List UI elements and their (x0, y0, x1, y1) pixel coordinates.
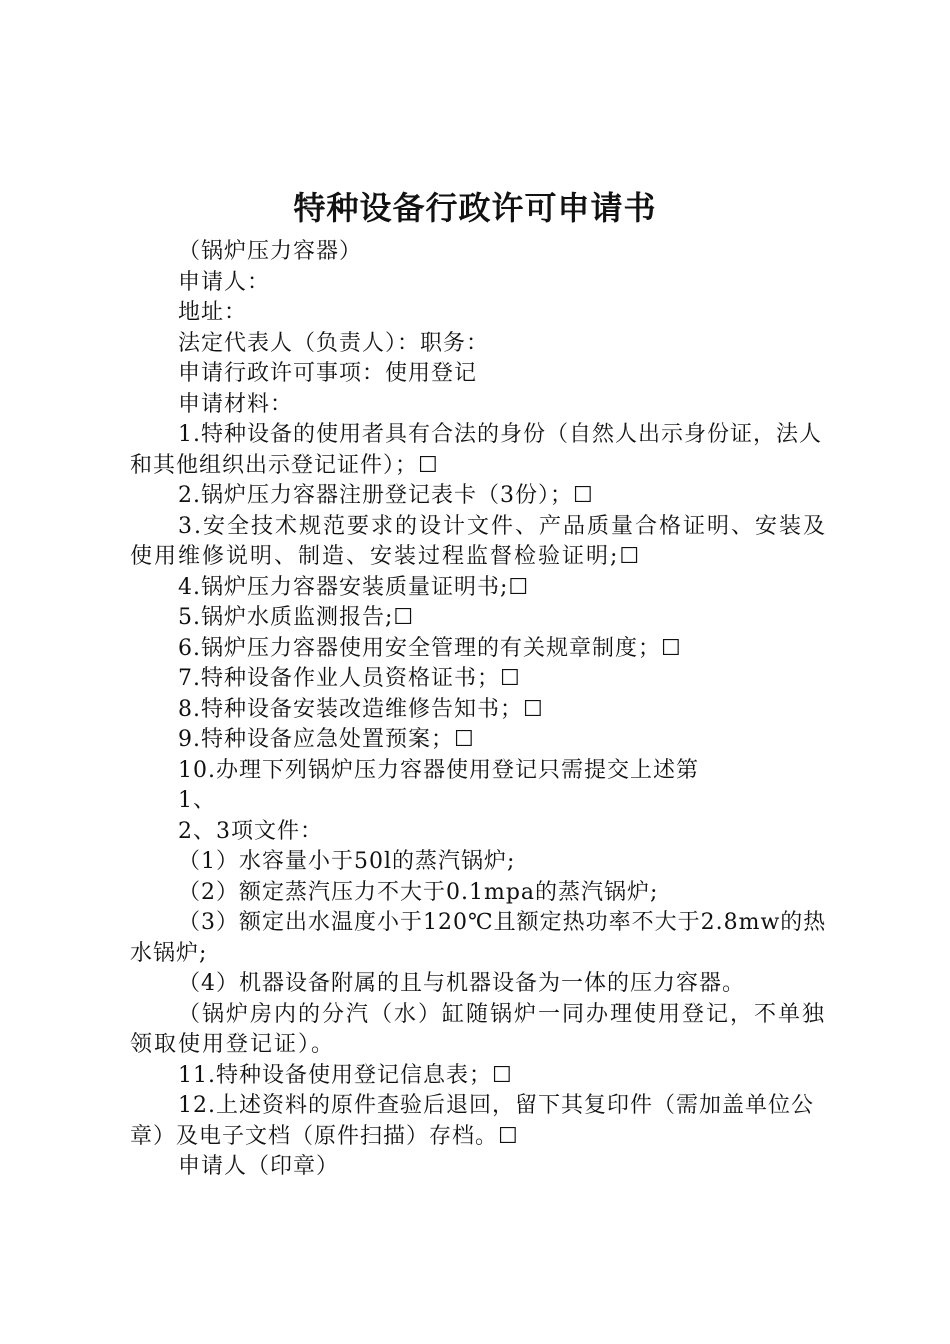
material-item-9: 9.特种设备应急处置预案；☐ (178, 727, 475, 752)
material-item-2: 2.锅炉压力容器注册登记表卡（3份）；☐ (178, 483, 594, 508)
application-item-line: 申请行政许可事项：使用登记 (178, 361, 478, 386)
material-item-4: 4.锅炉压力容器安装质量证明书;☐ (178, 574, 530, 600)
applicant-line: 申请人： (178, 269, 271, 295)
materials-heading: 申请材料： (178, 391, 294, 417)
material-item-3: 3.安全技术规范要求的设计文件、产品质量合格证明、安装及使用维修说明、制造、安装过程监督检验证明;☐ (130, 513, 827, 569)
material-item-8: 8.特种设备安装改造维修告知书；☐ (178, 696, 544, 722)
sub-item-3: （3）额定出水温度小于120℃且额定热功率不大于2.8mw的热水锅炉; (130, 910, 827, 966)
sub-item-1: （1）水容量小于50l的蒸汽锅炉; (178, 849, 516, 874)
material-item-1: 1.特种设备的使用者具有合法的身份（自然人出示身份证，法人和其他组织出示登记证件）；☐ (130, 422, 822, 478)
material-item-6: 6.锅炉压力容器使用安全管理的有关规章制度；☐ (178, 635, 682, 661)
material-item-10-cont-b: 2、3项文件： (178, 818, 323, 844)
document-title: 特种设备行政许可申请书 (293, 189, 657, 227)
material-item-12: 12.上述资料的原件查验后退回，留下其复印件（需加盖单位公章）及电子文档（原件扫描）存档。☐ (130, 1093, 814, 1149)
material-item-11: 11.特种设备使用登记信息表；☐ (178, 1062, 513, 1088)
sub-item-2: （2）额定蒸汽压力不大于0.1mpa的蒸汽锅炉; (178, 879, 659, 905)
applicant-seal-line: 申请人（印章） (178, 1154, 340, 1179)
address-line: 地址： (178, 300, 248, 325)
subtitle-equipment-type: （锅炉压力容器） (178, 239, 363, 264)
boiler-room-note: （锅炉房内的分汽（水）缸随锅炉一同办理使用登记，不单独领取使用登记证）。 (130, 1001, 827, 1057)
sub-item-4: （4）机器设备附属的且与机器设备为一体的压力容器。 (178, 971, 745, 996)
legal-representative-line: 法定代表人（负责人）：职务： (178, 330, 490, 356)
material-item-10: 10.办理下列锅炉压力容器使用登记只需提交上述第 (178, 757, 699, 783)
material-item-7: 7.特种设备作业人员资格证书；☐ (178, 666, 521, 691)
document-body (130, 237, 835, 1183)
material-item-5: 5.锅炉水质监测报告;☐ (178, 605, 415, 630)
material-item-10-cont-a: 1、 (178, 788, 216, 813)
